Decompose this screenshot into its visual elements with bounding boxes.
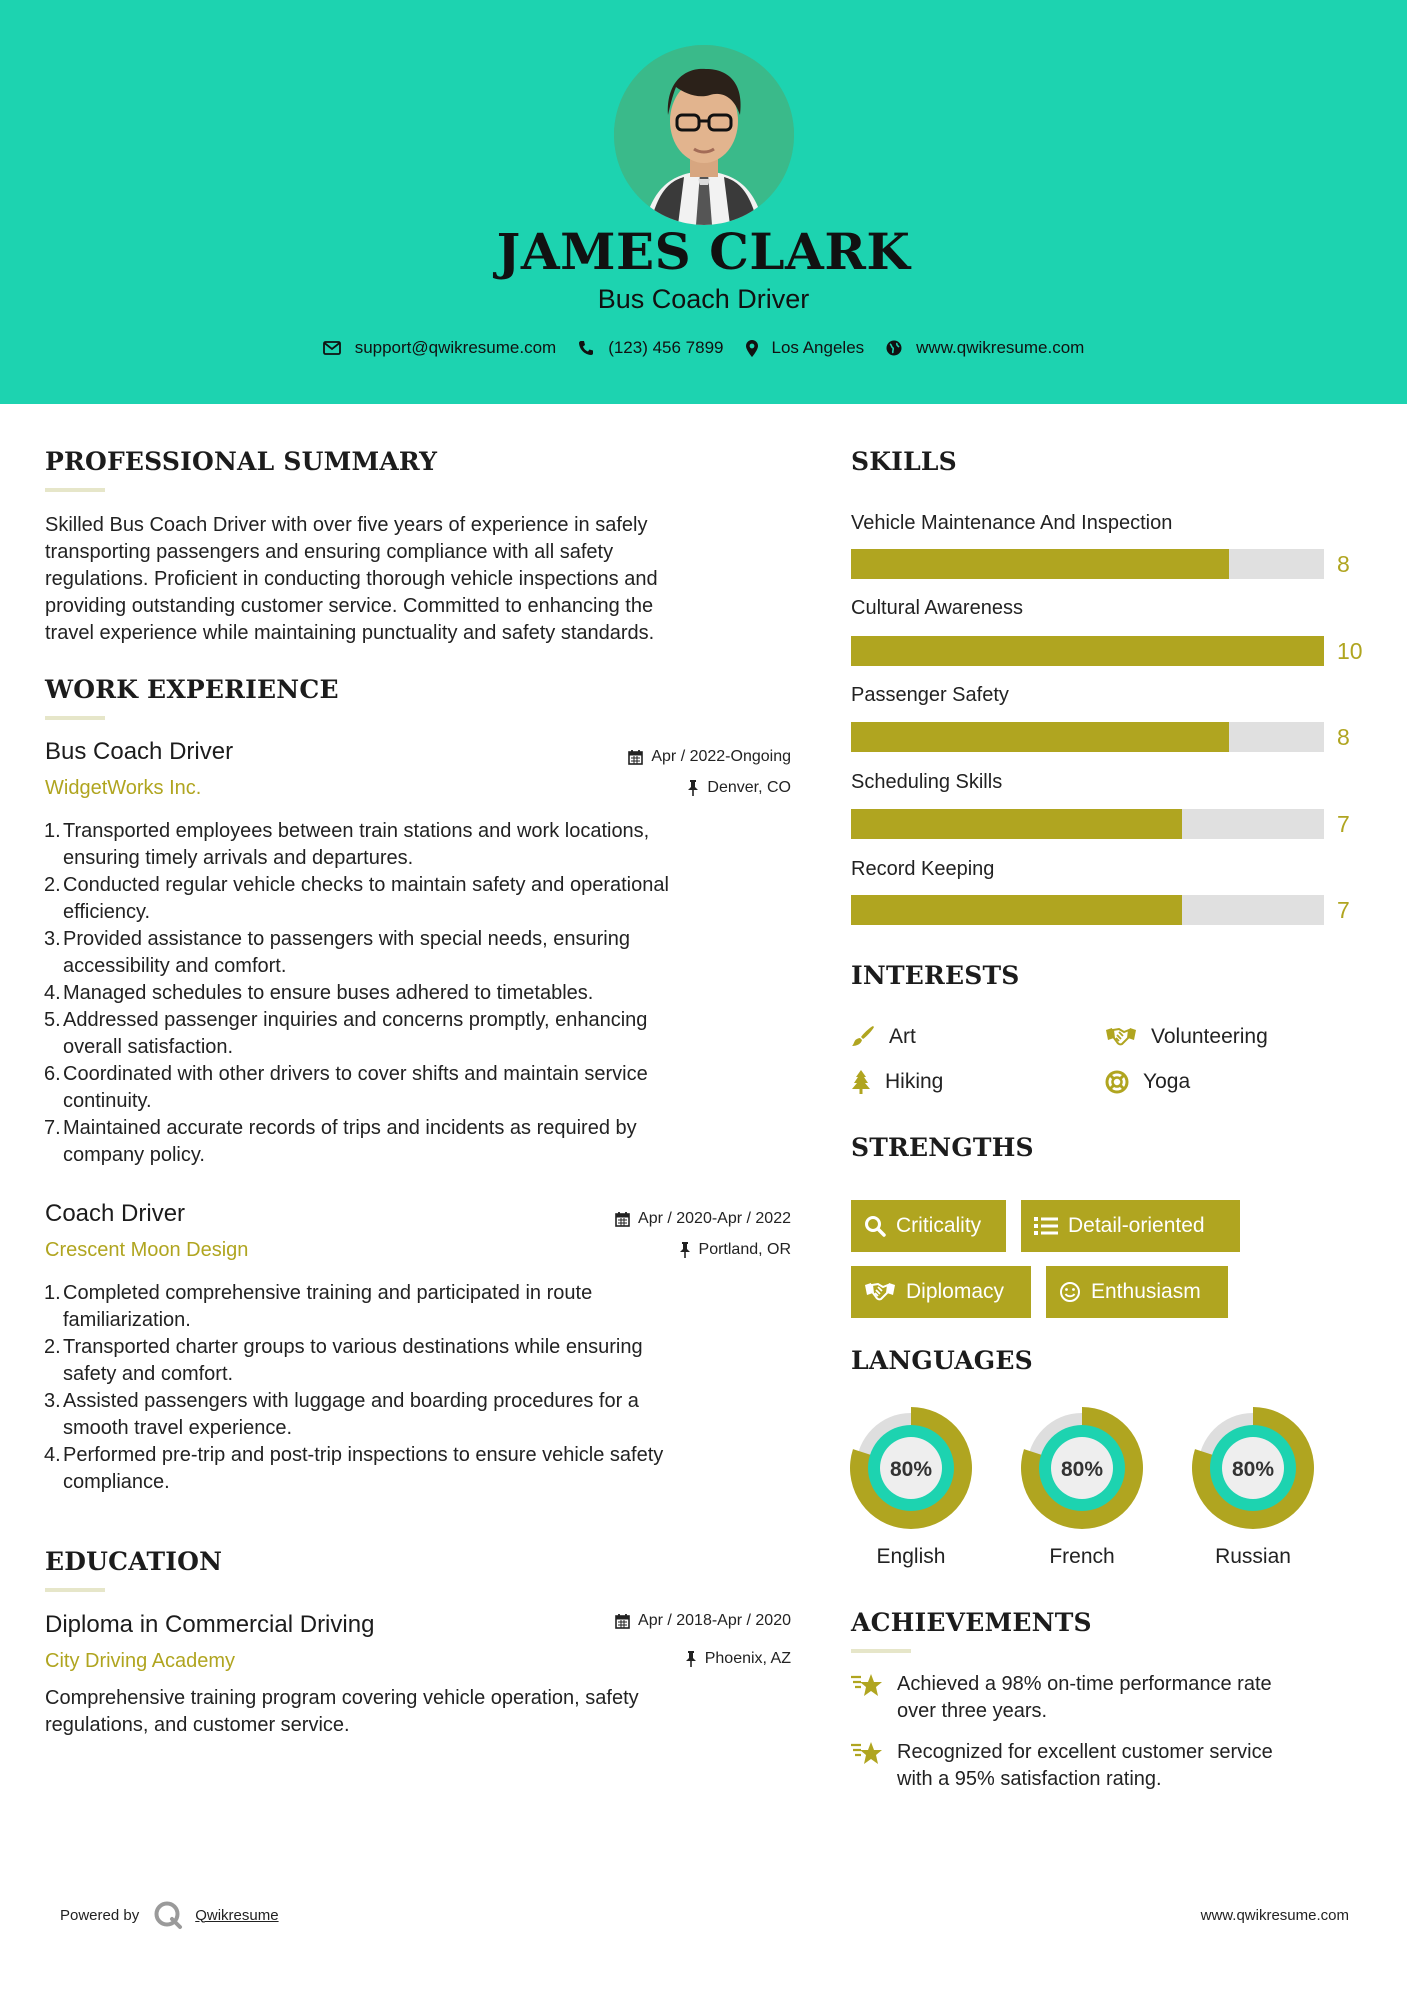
skill-value: 8 bbox=[1337, 551, 1350, 577]
star-ribbon-icon bbox=[851, 1671, 883, 1699]
qwikresume-link[interactable]: Qwikresume bbox=[195, 1906, 279, 1924]
website-text: www.qwikresume.com bbox=[916, 338, 1085, 357]
education-line: Comprehensive training program covering vehicle operation, safety bbox=[45, 1687, 639, 1709]
summary-line: transporting passengers and ensuring compliance with all safety bbox=[45, 541, 614, 563]
handshake-icon bbox=[1105, 1026, 1137, 1048]
skill-label: Record Keeping bbox=[851, 858, 995, 880]
skill-value: 10 bbox=[1337, 638, 1363, 664]
lifering-icon bbox=[1105, 1070, 1129, 1094]
skills-heading: SKILLS bbox=[851, 447, 957, 476]
calendar-icon bbox=[615, 1613, 630, 1629]
language-gauge bbox=[850, 1407, 972, 1529]
candidate-name: JAMES CLARK bbox=[496, 222, 911, 281]
summary-line: providing outstanding customer service. Committed to enhancing the bbox=[45, 595, 654, 617]
interest-label: Volunteering bbox=[1151, 1025, 1268, 1048]
job-dates-text: Apr / 2022-Ongoing bbox=[651, 748, 791, 765]
gauge-percent-label: 80% bbox=[1231, 1458, 1275, 1481]
school-name: City Driving Academy bbox=[45, 1650, 236, 1672]
strength-label: Criticality bbox=[896, 1214, 982, 1237]
summary-heading: PROFESSIONAL SUMMARY bbox=[45, 447, 438, 476]
contact-website[interactable] bbox=[886, 338, 1084, 358]
search-icon bbox=[864, 1215, 886, 1237]
strength-label: Diplomacy bbox=[906, 1280, 1005, 1303]
education-dates-text: Apr / 2018-Apr / 2020 bbox=[638, 1612, 791, 1629]
candidate-title: Bus Coach Driver bbox=[597, 284, 810, 314]
summary-line: travel experience while maintaining punctuality and safety standards. bbox=[45, 622, 655, 644]
skill-label: Scheduling Skills bbox=[851, 771, 1003, 793]
resume-header bbox=[0, 0, 1407, 404]
skill-bar-track bbox=[851, 549, 1324, 579]
list-item: 2. Transported charter groups to various destinations while ensuring safety and comfort. bbox=[44, 1336, 643, 1385]
job-title: Coach Driver bbox=[45, 1200, 186, 1227]
pushpin-icon bbox=[687, 780, 699, 796]
email-text: support@qwikresume.com bbox=[354, 338, 557, 357]
achievements-heading: ACHIEVEMENTS bbox=[851, 1608, 1092, 1637]
paintbrush-icon bbox=[851, 1025, 875, 1049]
pushpin-icon bbox=[679, 1242, 691, 1258]
skill-bar-track bbox=[851, 636, 1324, 666]
education-description bbox=[45, 1685, 805, 1739]
summary-line: Skilled Bus Coach Driver with over five years of experience in safely bbox=[45, 514, 648, 536]
footer-url[interactable]: www.qwikresume.com bbox=[1200, 1907, 1349, 1924]
languages-heading: LANGUAGES bbox=[851, 1346, 1033, 1375]
skill-label: Passenger Safety bbox=[851, 684, 1009, 706]
strength-label: Enthusiasm bbox=[1091, 1280, 1201, 1303]
strength-label: Detail-oriented bbox=[1068, 1214, 1205, 1237]
smile-icon bbox=[1059, 1281, 1081, 1303]
experience-underline bbox=[45, 716, 105, 720]
job-location bbox=[480, 1241, 791, 1259]
list-item: 3. Assisted passengers with luggage and boarding procedures for a smooth travel experience. bbox=[44, 1390, 639, 1439]
phone-text: (123) 456 7899 bbox=[608, 338, 724, 357]
interest-label: Yoga bbox=[1143, 1070, 1191, 1093]
contact-phone[interactable] bbox=[578, 338, 723, 358]
achievements-underline bbox=[851, 1649, 911, 1653]
summary-text bbox=[45, 512, 805, 647]
strength-tag bbox=[851, 1266, 1031, 1318]
job-duties-list bbox=[44, 1280, 808, 1496]
globe-icon bbox=[886, 340, 902, 356]
handshake-icon bbox=[864, 1281, 896, 1303]
skill-bar-track bbox=[851, 809, 1324, 839]
strength-tag bbox=[851, 1200, 1006, 1252]
gauge-percent-label: 80% bbox=[889, 1458, 933, 1481]
education-heading: EDUCATION bbox=[45, 1547, 223, 1576]
list-item: 2. Conducted regular vehicle checks to maintain safety and operational efficiency. bbox=[44, 874, 669, 923]
qwikresume-logo-icon bbox=[153, 1900, 183, 1930]
skill-value: 7 bbox=[1337, 897, 1350, 923]
skill-bar-fill bbox=[851, 549, 1229, 579]
skill-bar-fill bbox=[851, 895, 1182, 925]
contact-email[interactable] bbox=[323, 338, 557, 358]
list-item: 1. Transported employees between train stations and work locations, ensuring timely arrivals and departures. bbox=[44, 820, 650, 869]
list-item: 7. Maintained accurate records of trips and incidents as required by company policy. bbox=[44, 1117, 637, 1166]
interest-label: Hiking bbox=[885, 1070, 944, 1093]
strength-tag bbox=[1021, 1200, 1240, 1252]
language-gauge bbox=[1192, 1407, 1314, 1529]
education-line: regulations, and customer service. bbox=[45, 1714, 350, 1736]
education-dates bbox=[480, 1612, 791, 1630]
interest-label: Art bbox=[889, 1025, 916, 1048]
contact-location bbox=[746, 338, 865, 358]
list-item: 4. Managed schedules to ensure buses adhered to timetables. bbox=[44, 982, 594, 1004]
skill-bar-track bbox=[851, 895, 1324, 925]
job-location-text: Portland, OR bbox=[698, 1241, 791, 1258]
job-location-text: Denver, CO bbox=[707, 779, 791, 796]
strengths-heading: STRENGTHS bbox=[851, 1133, 1034, 1162]
achievement-text: Recognized for excellent customer service with a 95% satisfaction rating. bbox=[897, 1741, 1273, 1790]
summary-underline bbox=[45, 488, 105, 492]
list-item: 4. Performed pre-trip and post-trip inspections to ensure vehicle safety compliance. bbox=[44, 1444, 664, 1493]
list-icon bbox=[1034, 1216, 1058, 1236]
company-name: WidgetWorks Inc. bbox=[45, 777, 202, 799]
language-label: English bbox=[876, 1545, 946, 1568]
profile-photo-icon bbox=[614, 45, 794, 225]
degree-title: Diploma in Commercial Driving bbox=[45, 1611, 375, 1638]
education-underline bbox=[45, 1588, 105, 1592]
interest-item-art bbox=[851, 1025, 916, 1049]
achievement-item bbox=[851, 1739, 1371, 1793]
job-dates bbox=[480, 748, 791, 766]
map-marker-icon bbox=[746, 340, 758, 357]
language-gauge bbox=[1021, 1407, 1143, 1529]
company-name: Crescent Moon Design bbox=[45, 1239, 249, 1261]
calendar-icon bbox=[628, 749, 643, 765]
skill-label: Vehicle Maintenance And Inspection bbox=[851, 512, 1173, 534]
interests-heading: INTERESTS bbox=[851, 961, 1020, 990]
list-item: 3. Provided assistance to passengers with special needs, ensuring accessibility and comfort. bbox=[44, 928, 630, 977]
skill-bar-fill bbox=[851, 809, 1182, 839]
job-dates-text: Apr / 2020-Apr / 2022 bbox=[638, 1210, 791, 1227]
calendar-icon bbox=[615, 1211, 630, 1227]
skill-bar-fill bbox=[851, 722, 1229, 752]
language-label: French bbox=[1049, 1545, 1115, 1568]
interest-item-volunteering bbox=[1105, 1025, 1268, 1049]
job-title: Bus Coach Driver bbox=[45, 738, 234, 765]
skill-value: 7 bbox=[1337, 811, 1350, 837]
avatar bbox=[614, 45, 794, 225]
envelope-icon bbox=[323, 341, 341, 355]
skill-bar-track bbox=[851, 722, 1324, 752]
interest-item-yoga bbox=[1105, 1070, 1190, 1094]
strength-tag bbox=[1046, 1266, 1228, 1318]
star-ribbon-icon bbox=[851, 1739, 883, 1767]
location-text: Los Angeles bbox=[771, 338, 865, 357]
list-item: 6. Coordinated with other drivers to cover shifts and maintain service continuity. bbox=[44, 1063, 648, 1112]
language-label: Russian bbox=[1215, 1545, 1291, 1568]
skill-label: Cultural Awareness bbox=[851, 597, 1023, 619]
skill-bar-fill bbox=[851, 636, 1324, 666]
list-item: 1. Completed comprehensive training and participated in route familiarization. bbox=[44, 1282, 593, 1331]
footer-powered-by bbox=[60, 1900, 279, 1930]
list-item: 5. Addressed passenger inquiries and concerns promptly, enhancing overall satisfaction. bbox=[44, 1009, 648, 1058]
job-location bbox=[480, 779, 791, 797]
achievement-text: Achieved a 98% on-time performance rate over three years. bbox=[897, 1673, 1272, 1722]
interest-item-hiking bbox=[851, 1070, 943, 1094]
tree-icon bbox=[851, 1070, 871, 1094]
skill-value: 8 bbox=[1337, 724, 1350, 750]
pushpin-icon bbox=[685, 1651, 697, 1667]
achievement-item bbox=[851, 1671, 1371, 1725]
contact-bar bbox=[0, 338, 1407, 358]
experience-heading: WORK EXPERIENCE bbox=[45, 675, 339, 704]
powered-by-text: Powered by bbox=[60, 1906, 140, 1924]
education-location bbox=[480, 1650, 791, 1668]
gauge-percent-label: 80% bbox=[1060, 1458, 1104, 1481]
summary-line: regulations. Proficient in conducting thorough vehicle inspections and bbox=[45, 568, 658, 590]
job-dates bbox=[480, 1210, 791, 1228]
job-duties-list bbox=[44, 818, 808, 1169]
phone-icon bbox=[578, 340, 594, 356]
education-location-text: Phoenix, AZ bbox=[704, 1650, 791, 1667]
